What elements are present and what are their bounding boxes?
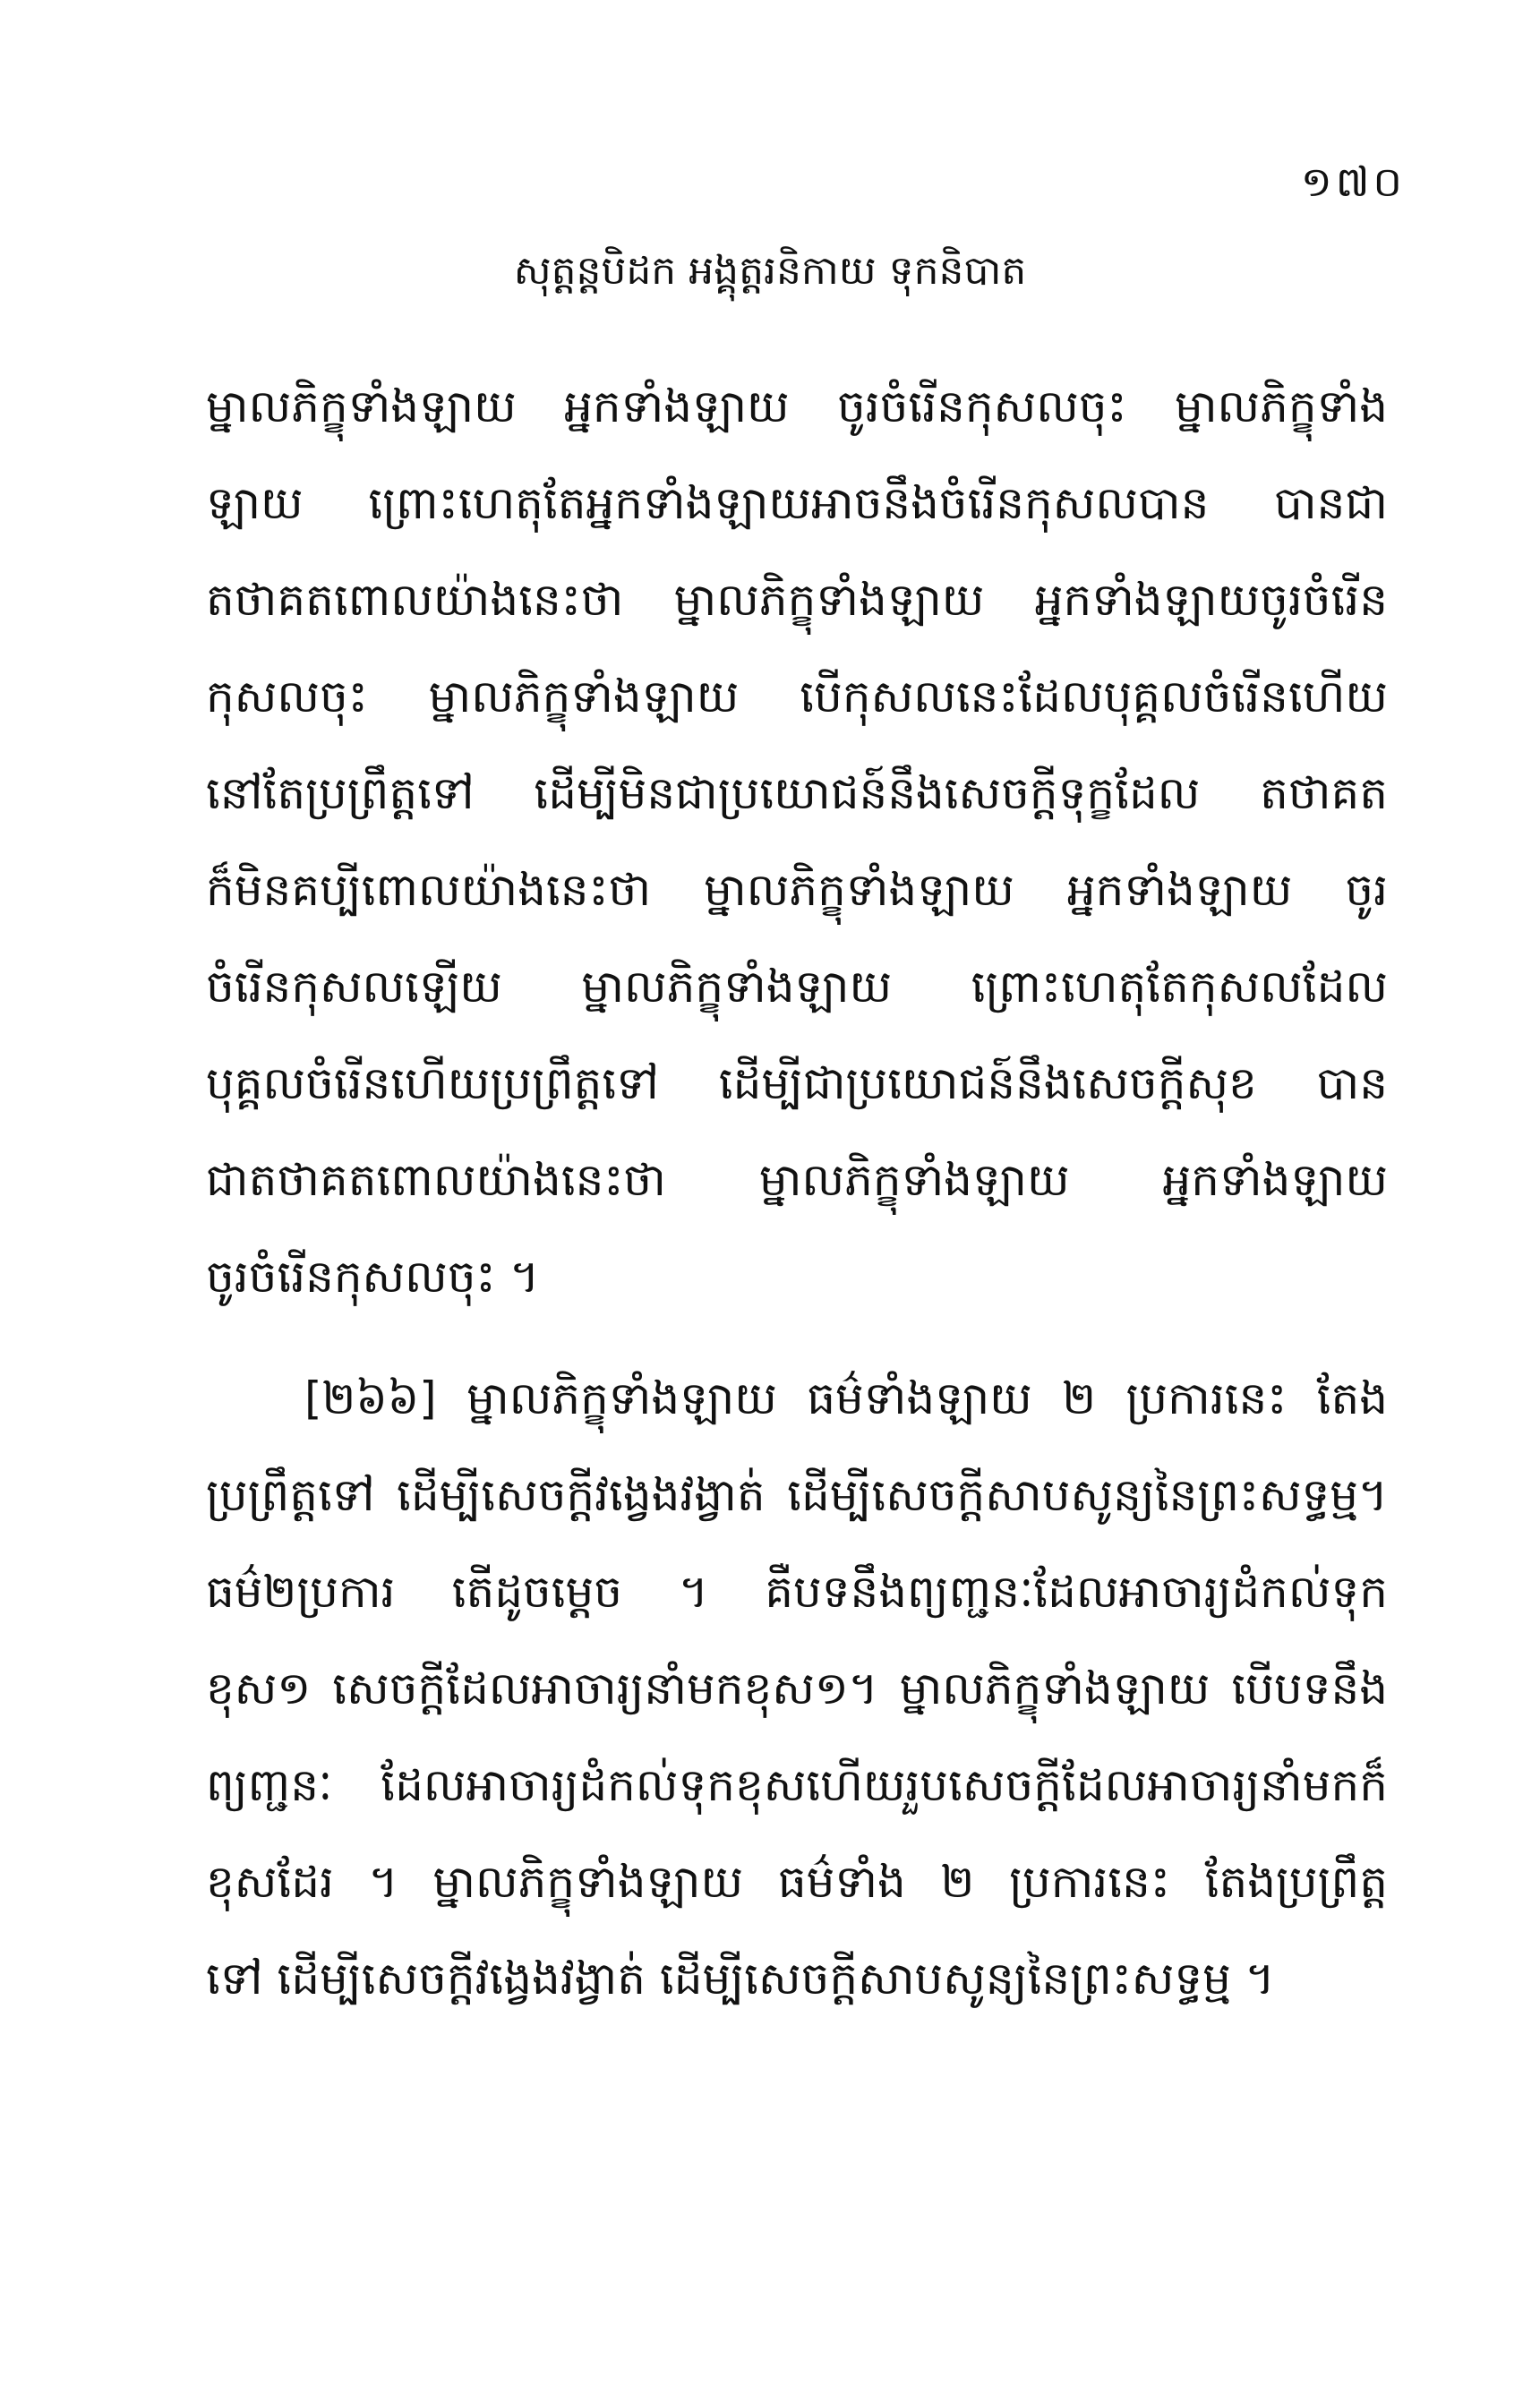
text-line: នៅតែប្រព្រឹត្តទៅ ដើម្បីមិនជាប្រយោជន៍នឹងសេចក្តីទុក្ខដែល តថាគត: [206, 767, 1388, 819]
text-line: ក៏មិនគប្បីពោលយ៉ាងនេះថា ម្នាលភិក្ខុទាំងឡាយ អ្នកទាំងឡាយ ចូរ: [206, 864, 1388, 916]
paragraph-2: [206, 1350, 1388, 2027]
text-line: តថាគតពោលយ៉ាងនេះថា ម្នាលភិក្ខុទាំងឡាយ អ្នកទាំងឡាយចូរចំរើន: [206, 574, 1388, 626]
text-line: បុគ្គលចំរើនហើយប្រព្រឹត្តទៅ ដើម្បីជាប្រយោជន៍នឹងសេចក្តីសុខ បាន: [206, 1057, 1388, 1109]
paragraph-gap: [206, 1325, 1388, 1350]
text-line: ព្យញ្ជនៈ ដែលអាចារ្យដំកល់ទុកខុសហើយរួបសេចក្តីដែលអាចារ្យនាំមកក៏: [206, 1759, 1388, 1811]
text-line: ខុសដែរ ។ ម្នាលភិក្ខុទាំងឡាយ ធម៌ទាំង ២ ប្រការនេះ តែងប្រព្រឹត្ត: [206, 1856, 1388, 1908]
text-line: ជាតថាគតពោលយ៉ាងនេះថា ម្នាលភិក្ខុទាំងឡាយ អ្នកទាំងឡាយ: [206, 1154, 1388, 1206]
text-line: ឡាយ ព្រោះហេតុតែអ្នកទាំងឡាយអាចនឹងចំរើនកុសលបាន បានជា: [206, 477, 1388, 529]
body-text: [206, 358, 1388, 2027]
text-line: ខុស១ សេចក្តីដែលអាចារ្យនាំមកខុស១។ ម្នាលភិក្ខុទាំងឡាយ បើបទនឹង: [206, 1663, 1388, 1714]
text-line: ទៅ ដើម្បីសេចក្តីវង្វេងវង្វាត់ ដើម្បីសេចក្តីសាបសូន្យនៃព្រះសទ្ធម្ម ។: [206, 1953, 1275, 2005]
text-line: [២៦៦] ម្នាលភិក្ខុទាំងឡាយ ធម៌ទាំងឡាយ ២ ប្រការនេះ តែង: [304, 1372, 1388, 1424]
paragraph-1: [206, 358, 1388, 1325]
text-line: កុសលចុះ ម្នាលភិក្ខុទាំងឡាយ បើកុសលនេះដែលបុគ្គលចំរើនហើយ: [206, 671, 1388, 722]
text-line: ចំរើនកុសលឡើយ ម្នាលភិក្ខុទាំងឡាយ ព្រោះហេតុតែកុសលដែល: [206, 961, 1388, 1013]
text-line: ធម៌២ប្រការ តើដូចម្តេច ។ គឺបទនឹងព្យញ្ជនៈដែលអាចារ្យដំកល់ទុក: [206, 1566, 1388, 1618]
text-line: ចូរចំរើនកុសលចុះ ។: [206, 1251, 540, 1303]
text-line: ម្នាលភិក្ខុទាំងឡាយ អ្នកទាំងឡាយ ចូរចំរើនកុសលចុះ ម្នាលភិក្ខុទាំង: [206, 380, 1388, 432]
page-number: ១៧០: [1300, 158, 1406, 206]
text-line: ប្រព្រឹត្តទៅ ដើម្បីសេចក្តីវង្វេងវង្វាត់ ដើម្បីសេចក្តីសាបសូន្យនៃព្រះសទ្ធម្ម។: [206, 1469, 1388, 1521]
running-header: សុត្តន្តបិដក អង្គុត្តរនិកាយ ទុកនិបាត: [513, 248, 1027, 294]
